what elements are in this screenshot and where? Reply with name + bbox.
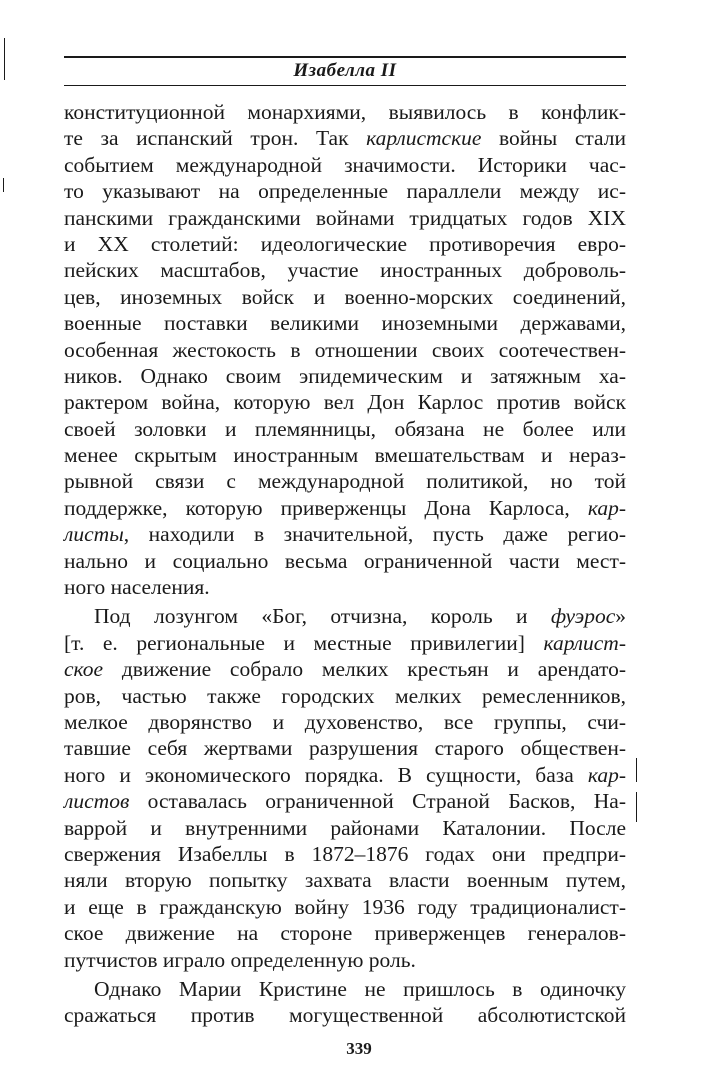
text-line: менее скрытым иностранным вмешательствам и нераз- [64, 443, 626, 468]
text-line: листы, находили в значительной, пусть даже регио- [64, 522, 626, 547]
text-line: Под лозунгом «Бог, отчизна, король и фуэрос» [94, 604, 626, 629]
text-line: событием международной значимости. Историки час- [64, 152, 626, 177]
header-rule-bottom [64, 85, 626, 86]
text-line: цев, иноземных войск и военно-морских соединений, [64, 284, 626, 309]
paragraph-2 [64, 603, 626, 972]
body-text [64, 99, 626, 1029]
text-line: [т. е. региональные и местные привилегии] карлист- [64, 630, 626, 655]
text-line: те за испанский трон. Так карлистские войны стали [64, 126, 626, 151]
text-line: варрой и внутренними районами Каталонии. После [64, 815, 626, 840]
text-line: ников. Однако своим эпидемическим и затяжным ха- [64, 363, 626, 388]
text-line: Однако Марии Кристине не пришлось в одиночку [94, 976, 626, 1001]
text-line: мелкое дворянство и духовенство, все группы, счи- [64, 709, 626, 734]
margin-mark-left-1 [4, 38, 5, 80]
text-line: рывной связи с международной политикой, но той [64, 469, 626, 494]
text-line: военные поставки великими иноземными державами, [64, 311, 626, 336]
text-line: ного населения. [64, 575, 210, 600]
text-line: панскими гражданскими войнами тридцатых годов XIX [64, 205, 626, 230]
text-line: рактером война, которую вел Дон Карлос против войск [64, 390, 626, 415]
paragraph-3 [64, 976, 626, 1029]
text-line: ного и экономического порядка. В сущности, база кар- [64, 762, 626, 787]
text-line: листов оставалась ограниченной Страной Басков, На- [64, 789, 626, 814]
margin-mark-right-2 [636, 792, 637, 822]
text-line: своей золовки и племянницы, обязана не более или [64, 416, 626, 441]
running-title: Изабелла II [293, 60, 397, 81]
text-line: то указывают на определенные параллели между ис- [64, 179, 626, 204]
text-line: пейских масштабов, участие иностранных доброволь- [64, 258, 626, 283]
text-line: нально и социально весьма ограниченной части мест- [64, 548, 626, 573]
margin-mark-right-1 [636, 758, 637, 782]
text-line: и еще в гражданскую войну 1936 году традиционалист- [64, 894, 626, 919]
text-line: няли вторую попытку захвата власти военным путем, [64, 868, 626, 893]
text-line: ров, частью также городских мелких ремесленников, [64, 683, 626, 708]
page-number: 339 [346, 1039, 372, 1058]
text-line: сражаться против могущественной абсолютистской [64, 1003, 626, 1028]
margin-mark-left-2 [3, 178, 4, 192]
text-line: тавшие себя жертвами разрушения старого обществен- [64, 736, 626, 761]
paragraph-1 [64, 99, 626, 600]
text-line: особенная жестокость в отношении своих соотечествен- [64, 337, 626, 362]
text-line: свержения Изабеллы в 1872–1876 годах они предпри- [64, 841, 626, 866]
text-line: поддержке, которую приверженцы Дона Карлоса, кар- [64, 495, 626, 520]
text-line: и XX столетий: идеологические противоречия евро- [64, 231, 626, 256]
text-line: ское движение на стороне приверженцев генералов- [64, 921, 626, 946]
text-line: путчистов играло определенную роль. [64, 947, 416, 972]
text-line: ское движение собрало мелких крестьян и арендато- [64, 657, 626, 682]
text-line: конституционной монархиями, выявилось в конфлик- [64, 100, 626, 124]
